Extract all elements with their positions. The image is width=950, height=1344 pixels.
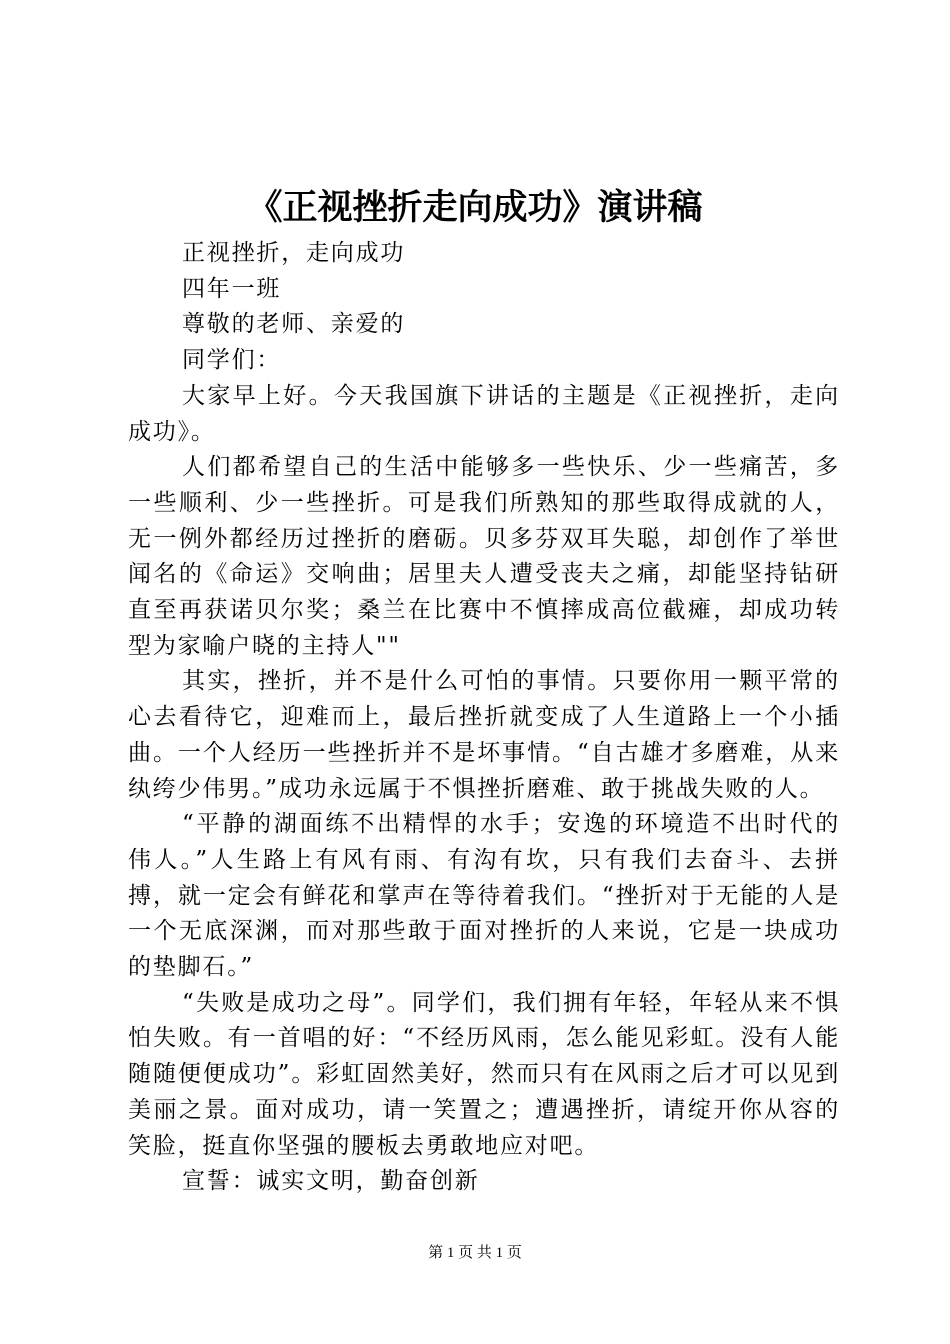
document-body (128, 236, 840, 1200)
page-footer: 第 1 页 共 1 页 (428, 1245, 522, 1261)
paragraph-class: 四年一班 (182, 275, 282, 302)
paragraph-salutation-cont: 同学们： (182, 347, 282, 374)
paragraph-greeting: 大家早上好。今天我国旗下讲话的主题是《正视挫折，走向成功》。 (128, 382, 840, 445)
document-title: 《正视挫折走向成功》演讲稿 (247, 187, 703, 228)
paragraph-examples: 人们都希望自己的生活中能够多一些快乐、少一些痛苦，多一些顺利、少一些挫折。可是我们所熟知的那些取得成就的人，无一例外都经历过挫折的磨砺。贝多芬双耳失聪，却创作了举世闻名的《命运》交响曲；居里夫人遭受丧夫之痛，却能坚持钻研直至再获诺贝尔奖；桑兰在比赛中不慎摔成高位截瘫，却成功转型为家喻户晓的主持人"" (128, 454, 840, 659)
paragraph-quote: “平静的湖面练不出精悍的水手；安逸的环境造不出时代的伟人。”人生路上有风有雨、有沟有坎，只有我们去奋斗、去拼搏，就一定会有鲜花和掌声在等待着我们。“挫折对于无能的人是一个无底深渊，而对那些敢于面对挫折的人来说，它是一块成功的垫脚石。” (128, 811, 840, 981)
paragraph-failure: “失败是成功之母”。同学们，我们拥有年轻，年轻从来不惧怕失败。有一首唱的好：“不经历风雨，怎么能见彩虹。没有人能随随便便成功”。彩虹固然美好，然而只有在风雨之后才可以见到美丽之景。面对成功，请一笑置之；遭遇挫折，请绽开你从容的笑脸，挺直你坚强的腰板去勇敢地应对吧。 (128, 989, 840, 1159)
paragraph-attitude: 其实，挫折，并不是什么可怕的事情。只要你用一颗平常的心去看待它，迎难而上，最后挫折就变成了人生道路上一个小插曲。一个人经历一些挫折并不是坏事情。“自古雄才多磨难，从来纨绔少伟男。”成功永远属于不惧挫折磨难、敢于挑战失败的人。 (128, 668, 840, 802)
paragraph-salutation: 尊敬的老师、亲爱的 (182, 311, 406, 338)
paragraph-heading: 正视挫折，走向成功 (182, 240, 406, 266)
paragraph-pledge: 宣誓：诚实文明，勤奋创新 (182, 1168, 480, 1195)
